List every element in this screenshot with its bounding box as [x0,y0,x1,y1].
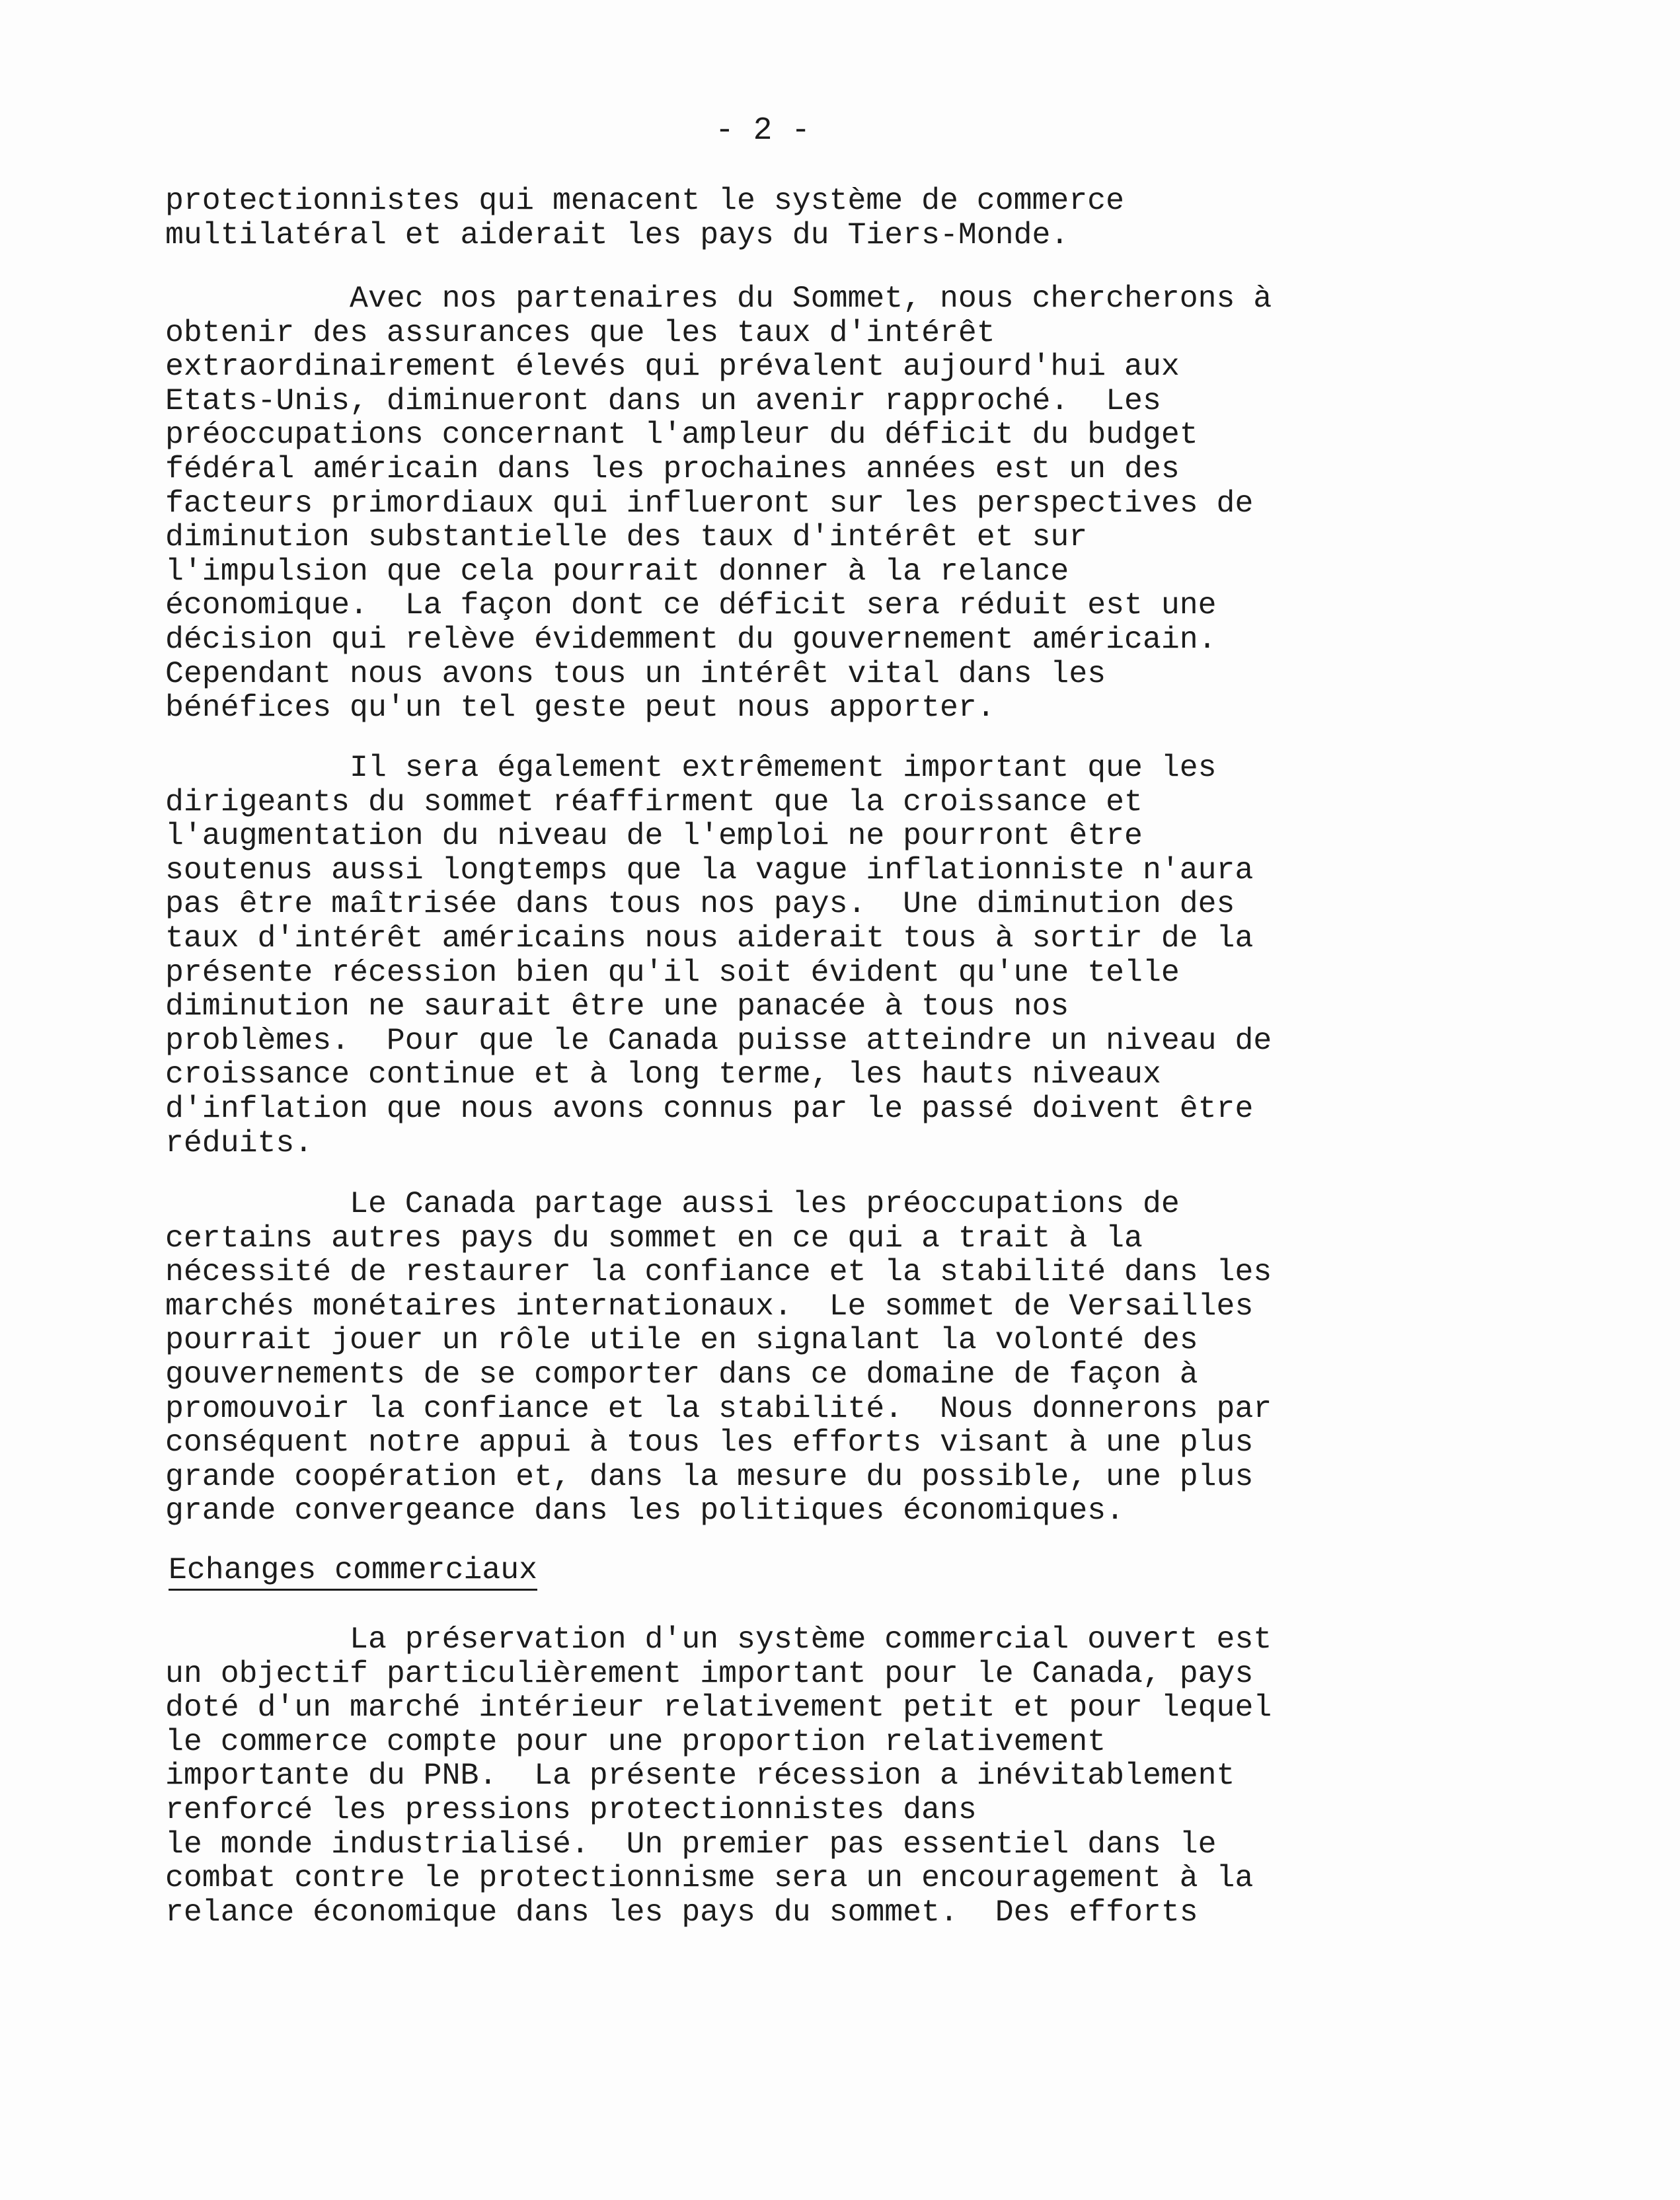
text-line: combat contre le protectionnisme sera un encouragement à la [165,1860,1254,1896]
text-line: Cependant nous avons tous un intérêt vital dans les [165,656,1106,691]
section-heading-echanges-commerciaux: Echanges commerciaux [169,1553,537,1591]
text-line: Avec nos partenaires du Sommet, nous chercherons à [165,281,1272,316]
text-line: d'inflation que nous avons connus par le passé doivent être [165,1090,1254,1126]
text-line: dirigeants du sommet réaffirment que la croissance et [165,784,1143,819]
text-line: Il sera également extrêmement important que les [165,750,1217,785]
text-line: marchés monétaires internationaux. Le sommet de Versailles [165,1288,1254,1324]
text-line: préoccupations concernant l'ampleur du déficit du budget [165,417,1198,453]
text-line: décision qui relève évidemment du gouvernement américain. [165,621,1217,657]
text-line: bénéfices qu'un tel geste peut nous apporter. [165,690,995,726]
text-line: renforcé les pressions protectionnistes dans [165,1792,977,1827]
text-line: multilatéral et aiderait les pays du Tiers-Monde. [165,217,1069,252]
text-line: obtenir des assurances que les taux d'intérêt [165,315,995,350]
text-line: l'augmentation du niveau de l'emploi ne pourront être [165,818,1143,854]
text-line: gouvernements de se comporter dans ce domaine de façon à [165,1356,1198,1392]
text-line: le monde industrialisé. Un premier pas essentiel dans le [165,1826,1217,1862]
text-line: conséquent notre appui à tous les efforts visant à une plus [165,1425,1254,1460]
text-line: extraordinairement élevés qui prévalent aujourd'hui aux [165,349,1180,385]
page-number: - 2 - [715,113,811,149]
text-line: taux d'intérêt américains nous aiderait tous à sortir de la [165,920,1254,956]
text-line: l'impulsion que cela pourrait donner à la relance [165,553,1069,589]
paragraph-interest-rates [165,282,1388,725]
text-line: croissance continue et à long terme, les hauts niveaux [165,1057,1161,1092]
text-line: pourrait jouer un rôle utile en signalant la volonté des [165,1322,1198,1358]
paragraph-intro [165,184,1388,252]
text-line: présente récession bien qu'il soit évident qu'une telle [165,954,1180,990]
text-line: réduits. [165,1125,313,1160]
text-line: soutenus aussi longtemps que la vague inflationniste n'aura [165,852,1254,888]
text-line: nécessité de restaurer la confiance et la stabilité dans les [165,1254,1272,1290]
paragraph-monetary-markets [165,1187,1388,1528]
text-line: diminution ne saurait être une panacée à tous nos [165,989,1069,1024]
text-line: certains autres pays du sommet en ce qui a trait à la [165,1220,1143,1256]
binding-marks [1627,0,1680,2200]
text-line: relance économique dans les pays du sommet. Des efforts [165,1894,1198,1930]
paragraph-trade [165,1622,1388,1929]
text-line: problèmes. Pour que le Canada puisse atteindre un niveau de [165,1022,1272,1058]
text-line: fédéral américain dans les prochaines années est un des [165,451,1180,486]
text-line: protectionnistes qui menacent le système de commerce [165,183,1125,218]
text-line: le commerce compte pour une proportion relativement [165,1724,1106,1759]
text-line: grande coopération et, dans la mesure du possible, une plus [165,1459,1254,1494]
text-line: Le Canada partage aussi les préoccupations de [165,1186,1180,1221]
text-line: facteurs primordiaux qui influeront sur les perspectives de [165,485,1254,521]
text-line: Etats-Unis, diminueront dans un avenir rapproché. Les [165,383,1161,418]
text-line: promouvoir la confiance et la stabilité. Nous donnerons par [165,1390,1272,1426]
text-line: économique. La façon dont ce déficit sera réduit est une [165,588,1217,623]
paragraph-inflation [165,751,1388,1160]
text-line: pas être maîtrisée dans tous nos pays. Une diminution des [165,886,1235,922]
text-line: grande convergeance dans les politiques économiques. [165,1493,1125,1529]
text-line: doté d'un marché intérieur relativement petit et pour lequel [165,1690,1272,1726]
text-line: diminution substantielle des taux d'intérêt et sur [165,519,1088,555]
text-line: importante du PNB. La présente récession a inévitablement [165,1758,1235,1794]
text-line: un objectif particulièrement important pour le Canada, pays [165,1655,1254,1691]
text-line: La préservation d'un système commercial ouvert est [165,1622,1272,1657]
